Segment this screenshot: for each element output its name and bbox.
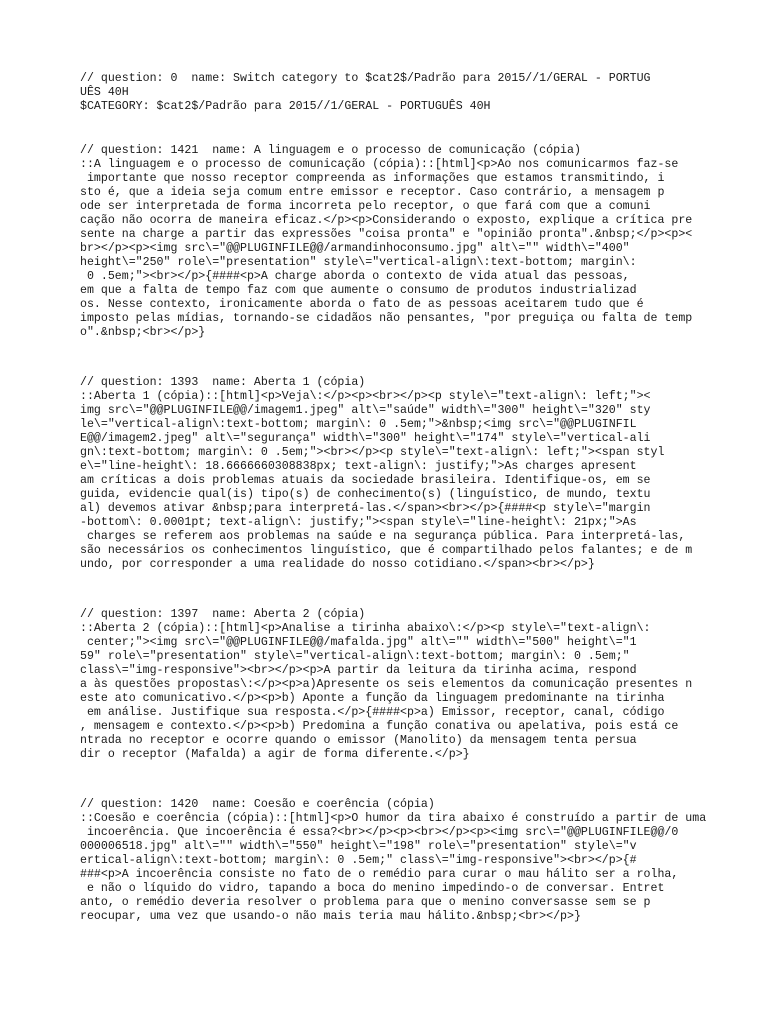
text-line: anto, o remédio deveria resolver o problema para que o menino conversasse sem se p — [80, 896, 651, 909]
question-block-category — [80, 72, 768, 114]
text-line: // question: 1393 name: Aberta 1 (cópia) — [80, 376, 366, 389]
question-block-1420 — [80, 798, 768, 924]
text-line: os. Nesse contexto, ironicamente aborda o fato de as pessoas aceitarem tudo que é — [80, 298, 644, 311]
text-line: ertical-align\:text-bottom; margin\: 0 .5em;" class\="img-responsive"><br></p>{# — [80, 854, 637, 867]
text-line: ###<p>A incoerência consiste no fato de o remédio para curar o mau hálito ser a rolha, — [80, 868, 679, 881]
text-line: ::A linguagem e o processo de comunicação (cópia)::[html]<p>Ao nos comunicarmos faz-se — [80, 158, 679, 171]
text-line: height\="250" role\="presentation" style\="vertical-align\:text-bottom; margin\: — [80, 256, 637, 269]
text-line: ode ser interpretada de forma incorreta pelo receptor, o que fará com que a comuni — [80, 200, 651, 213]
text-line: al) devemos ativar &nbsp;para interpretá-las.</span><br></p>{####<p style\="margin — [80, 502, 651, 515]
block-gap — [80, 340, 768, 376]
text-line: E@@/imagem2.jpeg" alt\="segurança" width\="300" height\="174" style\="vertical-ali — [80, 432, 651, 445]
text-line: center;"><img src\="@@PLUGINFILE@@/mafalda.jpg" alt\="" width\="500" height\="1 — [80, 636, 637, 649]
text-line: e\="line-height\: 18.6666660308838px; text-align\: justify;">As charges apresent — [80, 460, 637, 473]
text-line: são necessários os conhecimentos linguístico, que é compartilhado pelos falantes; e de m — [80, 544, 693, 557]
text-line: em análise. Justifique sua resposta.</p>{####<p>a) Emissor, receptor, canal, código — [80, 706, 665, 719]
text-line: sente na charge a partir das expressões "coisa pronta" e "opinião pronta".&nbsp;</p><p>< — [80, 228, 693, 241]
text-line: a às questões propostas\:</p><p>a)Apresente os seis elementos da comunicação presentes n — [80, 678, 693, 691]
text-line: importante que nosso receptor compreenda as informações que estamos transmitindo, i — [80, 172, 665, 185]
text-line: am críticas a dois problemas atuais da sociedade brasileira. Identifique-os, em se — [80, 474, 651, 487]
text-line: // question: 0 name: Switch category to $cat2$/Padrão para 2015//1/GERAL - PORTUG — [80, 72, 651, 85]
text-line: img src\="@@PLUGINFILE@@/imagem1.jpeg" alt\="saúde" width\="300" height\="320" sty — [80, 404, 651, 417]
text-line: o".&nbsp;<br></p>} — [80, 326, 206, 339]
text-line: ntrada no receptor e ocorre quando o emissor (Manolito) da mensagem tenta persua — [80, 734, 637, 747]
text-line: reocupar, uma vez que usando-o não mais teria mau hálito.&nbsp;<br></p>} — [80, 910, 581, 923]
text-line: , mensagem e contexto.</p><p>b) Predomina a função conativa ou apelativa, pois está ce — [80, 720, 679, 733]
text-line: // question: 1420 name: Coesão e coerência (cópia) — [80, 798, 435, 811]
text-line: cação não ocorra de maneira eficaz.</p><p>Considerando o exposto, explique a crítica pre — [80, 214, 693, 227]
text-line: dir o receptor (Mafalda) a agir de forma diferente.</p>} — [80, 748, 470, 761]
text-line: este ato comunicativo.</p><p>b) Aponte a função da linguagem predominante na tirinha — [80, 692, 665, 705]
text-line: le\="vertical-align\:text-bottom; margin\: 0 .5em;">&nbsp;<img src\="@@PLUGINFIL — [80, 418, 637, 431]
text-line: incoerência. Que incoerência é essa?<br></p><p><br></p><p><img src\="@@PLUGINFILE@@/0 — [80, 826, 679, 839]
text-line: UÊS 40H — [80, 86, 129, 99]
block-gap — [80, 572, 768, 608]
text-line: br></p><p><img src\="@@PLUGINFILE@@/armandinhoconsumo.jpg" alt\="" width\="400" — [80, 242, 630, 255]
document-page — [80, 72, 768, 924]
text-line: guida, evidencie qual(is) tipo(s) de conhecimento(s) (linguístico, de mundo, textu — [80, 488, 651, 501]
text-line: -bottom\: 0.0001pt; text-align\: justify;"><span style\="line-height\: 21px;">As — [80, 516, 637, 529]
text-line: // question: 1421 name: A linguagem e o processo de comunicação (cópia) — [80, 144, 581, 157]
text-line: ::Aberta 2 (cópia)::[html]<p>Analise a tirinha abaixo\:</p><p style\="text-align\: — [80, 622, 651, 635]
text-line: // question: 1397 name: Aberta 2 (cópia) — [80, 608, 366, 621]
text-line: ::Coesão e coerência (cópia)::[html]<p>O humor da tira abaixo é construído a partir de uma — [80, 812, 707, 825]
text-line: gn\:text-bottom; margin\: 0 .5em;"><br></p><p style\="text-align\: left;"><span styl — [80, 446, 665, 459]
text-line: $CATEGORY: $cat2$/Padrão para 2015//1/GERAL - PORTUGUÊS 40H — [80, 100, 491, 113]
text-line: undo, por corresponder a uma realidade do nosso cotidiano.</span><br></p>} — [80, 558, 595, 571]
text-line: ::Aberta 1 (cópia)::[html]<p>Veja\:</p><p><br></p><p style\="text-align\: left;">< — [80, 390, 651, 403]
text-line: charges se referem aos problemas na saúde e na segurança pública. Para interpretá-las, — [80, 530, 686, 543]
text-line: 59" role\="presentation" style\="vertical-align\:text-bottom; margin\: 0 .5em;" — [80, 650, 630, 663]
text-line: e não o líquido do vidro, tapando a boca do menino impedindo-o de conversar. Entret — [80, 882, 665, 895]
text-line: sto é, que a ideia seja comum entre emissor e receptor. Caso contrário, a mensagem p — [80, 186, 665, 199]
text-line: 0 .5em;"><br></p>{####<p>A charge aborda o contexto de vida atual das pessoas, — [80, 270, 630, 283]
question-block-1397 — [80, 608, 768, 762]
block-gap — [80, 762, 768, 798]
question-block-1393 — [80, 376, 768, 572]
text-line: 000006518.jpg" alt\="" width\="550" height\="198" role\="presentation" style\="v — [80, 840, 637, 853]
block-gap — [80, 114, 768, 144]
text-line: imposto pelas mídias, tornando-se cidadãos não pensantes, "por preguiça ou falta de temp — [80, 312, 693, 325]
question-block-1421 — [80, 144, 768, 340]
text-line: em que a falta de tempo faz com que aumente o consumo de produtos industrializad — [80, 284, 637, 297]
text-line: class\="img-responsive"><br></p><p>A partir da leitura da tirinha acima, respond — [80, 664, 637, 677]
